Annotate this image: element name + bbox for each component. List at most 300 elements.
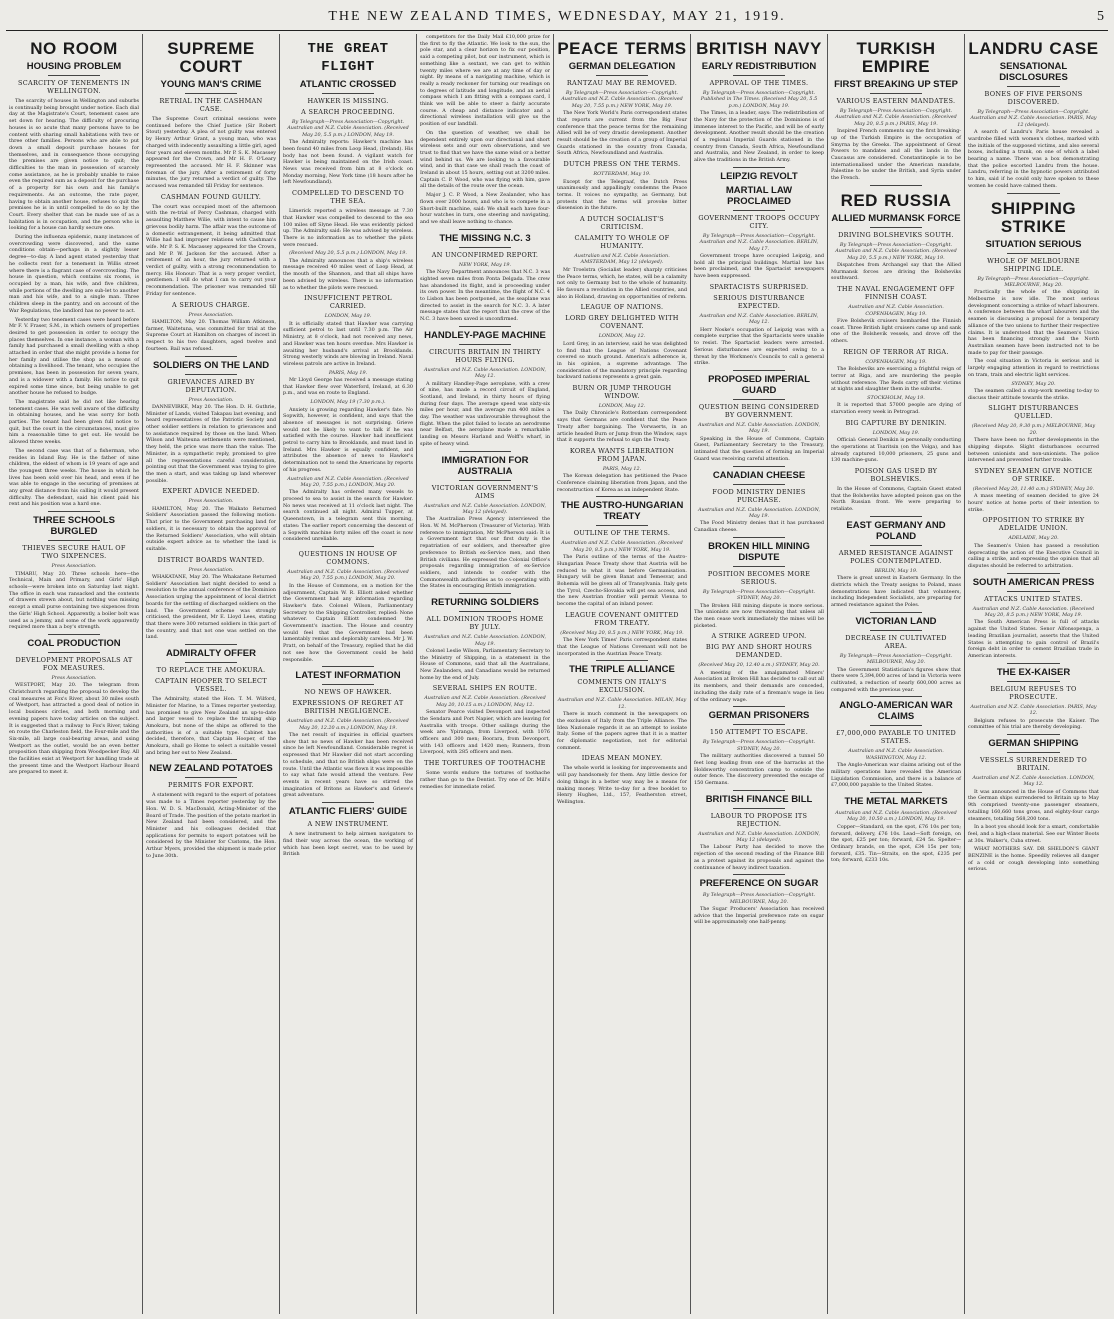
article-dateline: SYDNEY, May 20. [1011,380,1056,387]
article-subheadline: LATEST INFORMATION [295,670,401,682]
article-dateline: Australian and N.Z. Cable Association. (Received May 20, 10.50 a.m.) LONDON, May 19. [835,810,957,823]
article-subheadline: THE TRIPLE ALLIANCE [569,664,675,676]
article-body-text: Herr Noske's occupation of Leipzig was with a complete surprise that the Spartacists were unable to resist. The Spartacist leaders were arrested. Serious disturbances are expected owing to a threat by the Workmen's Councils to call a general strike. [694,326,824,367]
article-dateline: (Received May 20, 5.5 p.m.) LONDON, May 19. [289,250,407,257]
article-dateline: By Telegraph—Press Association—Copyright. SYDNEY, May 20. [702,588,816,602]
article-dateline: By Telegraph—Press Association—Copyright. Australian and N.Z. Cable Association. PARIS, May 12 (delayed). [970,109,1097,128]
column-divider-rule [459,247,511,248]
column-divider-rule [870,227,922,228]
article-dateline: Press Association. [51,674,97,681]
column-divider-rule [870,630,922,631]
article-deck: DRIVING BOLSHEVIKS SOUTH. [838,230,954,239]
article-dateline: Press Association. [188,311,234,318]
article-deck: VICTORIAN GOVERNMENT'S AIMS [431,483,539,500]
column-divider-rule [733,370,785,371]
article-body-text: competitors for the Daily Mail £10,000 prize for the first to fly the Atlantic. We look to the sun, the pole star, and a clear horizon to fix our position, said a competing pilot, but our instrument, which is something like a sextant, we can get to within twenty miles where we are at any time of day or night. By means of a navigating machine, which is really a ready reckoner for turning our readings on to degrees of latitude and longitude, and an aerial compass which I am fitting with a compass card, I think we will be able to steer a fairly accurate course. A cheap and distance indicator and a directional wireless installation will give us the position of our landfall. [420,34,550,128]
article-subheadline: LEIPZIG REVOLT [720,170,798,182]
article-body-text: The Bolsheviks are exercising a frightful reign of terror at Riga, and are murdering the people without reference. The Reds carry off their victims at nights and slaughter them in the suburbs. [831,366,961,393]
article-subheadline: YOUNG MAN'S CRIME [160,79,262,90]
column-divider-rule [870,93,922,94]
article-dateline: Australian and N.Z. Cable Association. LONDON, May 19. [423,634,547,647]
article-body-text: The net result of inquiries in official quarters show that no news of Hawker has been received since he left Newfoundland. Considerable regret is expressed that Mr Hawker did not start according to schedule, and that no British ships were on the route. Until the Atlantic was flown it was impossible to say what fate would attend the venture. Few events in recent years have so stirred the imagination of Britons as Hawker's and Grieve's great adventure. [283,732,413,799]
article-subheadline: HOUSING PROBLEM [26,61,122,72]
article-body-text: The Paris outline of the terms of the Austro-Hungarian Peace Treaty show that Austria will be reduced to what it was before Germanisation. Hungary will be given Banat and Temesvar, and Bohemia will be given all of Transylvania. Italy gets the Tyrol, Czecho-Slovakia will get sea access, and the new Austrian frontier will permit Vienna to become the capital of an inland power. [557,554,687,608]
article-dateline: Australian and N.Z. Cable Association. WASHINGTON, May 12. [848,748,944,761]
column-divider-rule [733,874,785,875]
article-body-text: Belgium refuses to prosecute the Kaiser. The committee of his trial are thereby developing. [968,717,1099,731]
article-body-text: Government troops have occupied Leipzig, and hold all the principal buildings. Martial law has been proclaimed, and the Spartacist newspapers have been suppressed. [694,253,824,280]
article-headline: THE GREAT FLIGHT [307,41,389,75]
article-body-text: A search of Landru's Paris house revealed a wardrobe filled with women's clothes, marked with the initials of the supposed victims, and also several boxes, including a trunk, on one of which a label bearing a name. There was a box demonstrating that the police escorted Landru from the house. Landru, referring in the hypnotic powers attributed to him, said if he could only have spoken to these women he could have calmed them. [968,129,1099,189]
column-divider-rule [870,612,922,613]
article-dateline: Australian and N.Z. Cable Association. (Received May 20, 7.55 p.m.) LONDON, May 20. [287,569,409,582]
article-deck: POSITION BECOMES MORE SERIOUS. [707,569,811,586]
news-column [965,34,1102,1314]
article-deck: LEAGUE OF NATIONS. [580,303,664,312]
article-deck: QUESTIONS IN HOUSE OF COMMONS. [298,550,398,566]
column-divider-rule [733,466,785,467]
article-subheadline: EARLY REDISTRIBUTION [701,61,817,72]
column-divider-rule [596,496,648,497]
news-column [691,34,828,1314]
column-divider-rule [870,725,922,726]
article-subheadline: THE EX-KAISER [996,666,1071,678]
article-deck: CALAMITY TO WHOLE OF HUMANITY. [574,234,670,251]
column-divider-rule [733,537,785,538]
column-divider-rule [48,75,100,76]
article-deck: APPROVAL OF THE TIMES. [709,79,809,87]
article-body-text: The Labour Party has decided to move the rejection of the second reading of the Finance Bill as a protest against its proposals and against the continuance of heavy indirect taxation. [694,844,824,871]
column-divider-rule [733,566,785,567]
article-headline: TURKISH EMPIRE [856,39,936,76]
article-body-text: The Korean delegation has petitioned the Peace Conference claiming liberation from Japan, and the reconstruction of Korea as an independent State. [557,473,687,493]
article-subheadline: THE METAL MARKETS [844,796,948,808]
article-dateline: Australian and N.Z. Cable Association. LONDON, May 12 (delayed). [697,830,821,844]
article-body-text: Inspired French comments say the first breaking-up of the Turkish Empire is the occupation of Smyrna by the Greeks. The appointment of Great Powers to mandates and all the lands in the Caucasus are considered. Constantinople is to be internationalised under the American mandate, Palestine to be under the British, and Syria under the French. [831,128,961,182]
article-deck: BIG CAPTURE BY DENIKIN. [845,418,947,427]
article-body-text: The Sugar Producers' Association has received advice that the Imperial preference rate on sugar will be approximately one half-penny. [694,906,824,926]
article-dateline: Australian and N.Z. Cable Association. (Received May 20, 8.5 p.m.) NEW YORK, May 19. [561,540,683,553]
article-subheadline: RETURNING SOLDIERS [431,597,539,609]
article-deck: CIRCUITS BRITAIN IN THIRTY HOURS FLYING. [429,347,541,364]
column-divider-rule [1007,573,1059,574]
news-column [6,34,143,1314]
column-divider-rule [459,480,511,481]
article-subheadline: SOUTH AMERICAN PRESS [972,576,1095,588]
article-body-text: On the question of weather, we shall be dependent entirely upon our directional and short wireless sets and our own observations, and we trust to find that we have the same wind or a better wind behind us. We are looking to a favourable wind, and in that case we shall reach the coast of Ireland in about 15 hours, setting out at 3200 miles. Captain C. P. Wood, who was flying with him, gave all the details of the route over the ocean. [420,129,550,190]
article-subheadline: NEW ZEALAND POTATOES [149,763,273,775]
article-dateline: By Telegraph—Press Association—Copyright. Australian and N.Z. Cable Association. (Received May 20, 5.5 p.m.) LONDON, May 19. [287,119,409,138]
article-body-text: The seamen called a stop-work meeting to-day to discuss their attitude towards the strike. [968,387,1099,401]
article-subheadline: SITUATION SERIOUS [985,238,1082,250]
article-body-text: Some words endure the tortures of toothache rather than go to the Dentist. Try one of Dr. Mill's remedies for immediate relief. [420,770,550,790]
article-deck: RETRIAL IN THE CASHMAN CASE. [159,97,263,113]
article-dateline: COPENHAGEN, May 19. [865,358,927,365]
article-dateline: LONDON, May 19. [324,313,372,320]
article-body-text: In the House of Commons, on a motion for the adjournment, Captain W. R. Elliott asked whether the Government had any information regarding Hawker's fate. Colonel Wilson, Parliamentary Secretary to the Shipping Controller, replied: None whatever. Captain Elliott condemned the Government's inaction. The House and country would feel that the Government had been lamentably remiss and deplorably careless. Mr J. W. Pratt, on behalf of the Treasury, replied that he did not see how the Government could be held responsible. [283,582,413,663]
article-subheadline: ATLANTIC FLIERS' GUIDE [288,806,408,818]
article-dateline: LONDON, May 19 (7.30 p.m.). [310,399,386,406]
article-dateline: LONDON, May 12. [598,403,646,410]
article-subheadline: ATLANTIC CROSSED [299,79,397,90]
article-dateline: By Telegraph—Press Association—Copyright. Australian and N.Z. Cable Association. (Received May 20, 8.5 p.m.) PARIS, May 19. [835,108,957,127]
article-body-text: The Admiralty, stated the Hon. T. M. Wilford, Minister for Marine, to a Times reporter yesterday, has promised to give New Zealand an up-to-date and larger vessel to replace the training ship Amokura, but none of the ships as offered to the authorities is of a suitable type. Cabinet has decided, therefore, that Captain Hooper, of the Amokura, shall go Home to select a suitable vessel and bring her out to New Zealand. [146,696,276,756]
article-body-text: The court was occupied most of the afternoon with the re-trial of Percy Cashman, charged with assaulting Matthew Wilie, with intent to cause him grievous bodily harm. The affair was the outcome of a domestic estrangement, it being admitted that Willie had had improper relations with Cashman's wife. Mr P. S. K. Macassey appeared for the Crown, and Mr P. W. Jackson for the accused. After a retirement of an hour, the jury returned with a verdict of guilty, with a strong recommendation to mercy. His Honour: That is a very proper verdict, gentlemen. I will do what I can to carry out your recommendation. The prisoner was remanded till Friday for sentence. [146,203,276,297]
article-deck: A NEW INSTRUMENT. [307,820,389,829]
article-deck: EXPERT ADVICE NEEDED. [162,487,260,496]
article-deck: ATTACKS UNITED STATES. [984,594,1083,603]
article-dateline: PARIS, May 12. [602,465,642,472]
article-subheadline: MARTIAL LAW PROCLAIMED [725,184,793,207]
article-deck: OPPOSITION TO STRIKE BY ADELAIDE UNION. [982,516,1085,533]
article-body-text: It was announced in the House of Commons that the German ships surrendered to Britain up to May 9th comprised twenty-one passenger steamers, totalling 160,660 tons gross, and eighty-four cargo steamers, totalling 568,200 tons. [968,788,1099,822]
article-subheadline: ALLIED MURMANSK FORCE [831,212,961,224]
article-dateline: Australian and N.Z. Cable Association. (Received May 20, 10.15 a.m.) LONDON, May 12. [424,695,546,708]
article-deck: WHOLE OF MELBOURNE SHIPPING IDLE. [987,256,1080,273]
article-dateline: By Telegraph—Press Association—Copyright. MELBOURNE, May 20. [702,892,816,905]
column-divider-rule [459,451,511,452]
article-headline: SHIPPING STRIKE [990,198,1077,236]
article-subheadline: ADMIRALTY OFFER [166,648,256,660]
article-dateline: Australian and N.Z. Cable Association. MILAN, May 12. [557,697,687,710]
column-divider-rule [733,484,785,485]
column-divider-rule [870,516,922,517]
article-subheadline: GERMAN SHIPPING [988,737,1079,749]
masthead [6,4,1108,31]
article-dateline: Press Association. [188,396,234,403]
article-deck: ALL DOMINION TROOPS HOME BY JULY. [426,615,544,632]
column-divider-rule [733,75,785,76]
article-deck: GOVERNMENT TROOPS OCCUPY CITY. [698,213,820,230]
article-body-text: A military Handley-Page aeroplane, with a crew of nine, has made a record circuit of England, Scotland, and Ireland, in thirty hours of flying during four days. The average speed was sixty-six miles per hour, and the average run 400 miles a day. The weather was unfavourable throughout the flight. When the pilot failed to locate an aerodrome near Belfast, the aeroplane made a remarkable landing on Messrs Harland and Wolff's wharf, in spite of heavy wind. [420,380,550,447]
article-dateline: Australian and N.Z. Cable Association. LONDON, May 19. [697,421,821,435]
article-subheadline: THREE SCHOOLS BURGLED [33,515,115,538]
article-deck: SCARCITY OF TENEMENTS IN WELLINGTON. [17,79,131,95]
article-headline: RED RUSSIA [840,190,952,210]
article-deck: SERIOUS DISTURBANCE EXPECTED. [713,293,805,310]
article-deck: GRIEVANCES AIRED BY DEPUTATION. [167,377,255,394]
article-dateline: STOCKHOLM, May 19. [867,395,925,402]
article-subheadline: GERMAN PRISONERS [708,710,810,722]
article-dateline: (Received May 20, 8.5 p.m.) NEW YORK, May 19. [560,629,684,636]
column-divider-rule [322,546,374,547]
masthead-title: THE NEW ZEALAND TIMES, WEDNESDAY, MAY 21, 1919. [328,9,786,24]
column-divider-rule [322,684,374,685]
article-body-text: HAMILTON, May 20. The Waikato Returned Soldiers' Association passed the following motion: That prior to the Government purchasing land for soldiers, it is necessary to obtain the approval of the Returned Soldiers' Association, who will obtain outside expert advice as to whether the land is suitable. [146,505,276,552]
column-divider-rule [1007,752,1059,753]
article-dateline: LONDON, May 19. [872,429,920,436]
article-body-text: WHAT MOTHERS SAY. DR SHELDON'S GIANT BENZINE is the home. Speedily relieves all danger of a cold or cough developing into something serious. [968,846,1099,873]
article-dateline: By Telegraph—Press Association—Copyright. MELBOURNE, May 20. [977,275,1090,288]
article-body-text: A meeting of the amalgamated Miners' Association at Broken Hill has decided to call out all its members, and their demands are conceded, including the daily rate of a fireman's wage in lieu of the ordinary wage. [694,669,824,703]
article-body-text: There is great unrest in Eastern Germany. In the districts which the Treaty assigns to Poland, mass demonstrations have indicated that volunteers, including Independent Socialists, are preparing for armed resistance against the Poles. [831,575,961,609]
article-deck: VARIOUS EASTERN MANDATES. [836,97,956,105]
article-deck: BONES OF FIVE PERSONS DISCOVERED. [984,90,1083,106]
column-divider-rule [733,399,785,400]
article-dateline: (Received May 20, 12.40 a.m.) SYDNEY, May 20. [698,662,820,669]
article-deck: FOOD MINISTRY DENIES PURCHASE. [712,487,806,504]
article-body-text: Five Bolshevik cruisers bombarded the Finnish coast. Three British light cruisers came up and sank one of the Bolshevik vessels, and drove off the others. [831,317,961,345]
article-body-text: WESTPORT, May 20. The telegram from Christchurch regarding the proposal to develop the coal measures at Fox's River, about 30 miles south of Westport, has attracted a good deal of notice in local business circles, and both morning and evening papers have today articles on the subject. It is suggested that a railway to Fox's River, taking en route the Charleston field, the Four-mile and the Six-mile, all large coal-bearing areas, and using Westport as the outlet, would be an even better proposition than shipping from Woodpecker Bay. All the facilities exist at Westport for handling trade at the present time and the Westport Harbour Board are prepared to meet it. [9,682,139,776]
article-dateline: Press Association. [51,563,97,570]
article-deck: IDEAS MEAN MONEY. [581,754,663,763]
article-dateline: Australian and N.Z. Cable Association. LONDON, May 12 (delayed). [423,502,547,515]
article-deck: REIGN OF TERROR AT RIGA. [843,347,949,356]
article-body-text: The Admiralty announces that a ship's wireless message received 40 miles west of Loop Head, at the mouth of the Shannon, and that all ships have been advised by wireless. There is no information as to whether the pilots were rescued. [283,257,413,291]
column-divider-rule [48,652,100,653]
article-dateline: (Received May 20, 11.40 a.m.) SYDNEY, May 20. [972,485,1095,492]
article-dateline: By Telegraph—Press Association—Copyright. Australian and N.Z. Cable Association. BERLIN, May 17. [699,232,819,252]
article-deck: A SEARCH PROCEEDING. [301,108,395,116]
article-subheadline: HANDLEY-PAGE MACHINE [424,329,546,341]
article-dateline: By Telegraph—Press Association—Copyright. Australian and N.Z. Cable Association. (Received May 20, 7.55 p.m.) NEW YORK, May 19. [561,90,683,109]
column-divider-rule [459,344,511,345]
article-deck: THE TORTURES OF TOOTHACHE [424,759,546,768]
column-divider-rule [459,611,511,612]
article-subheadline: EAST GERMANY AND POLAND [846,519,946,542]
column-divider-rule [1007,591,1059,592]
column-divider-rule [733,724,785,725]
column-divider-rule [596,525,648,526]
column-divider-rule [870,792,922,793]
page-number: 5 [1097,9,1104,24]
news-column [417,34,554,1314]
column-divider-rule [322,802,374,803]
column-divider-rule [1007,253,1059,254]
column-divider-rule [48,634,100,635]
article-deck: KOREA WANTS LIBERATION FROM JAPAN. [569,446,675,463]
article-dateline: ADELAIDE, May 20. [1008,535,1059,542]
article-body-text: It is officially stated that Hawker was carrying sufficient petrol to last until 7.30 p.m. The Air Ministry, at 8 o'clock, had not received any news, and Hawker was ten hours overdue. Mrs Hawker is awaiting her husband's arrival at Brooklands. Strong westerly winds are blowing in Ireland. Naval wireless patrols are active in Ireland. [283,320,413,367]
article-dateline: Australian and N.Z. Cable Association. BERLIN, May 12. [699,312,819,326]
column-divider-rule [1007,193,1059,194]
column-divider-rule [870,545,922,546]
article-deck: DEVELOPMENT PROPOSALS AT FOX MEASURES. [15,655,133,672]
article-body-text: Senator Pearce visited Devonport and inspected the Sendara and Port Napier, which are leaving for Australia with troops. Other sailings during the week are: Ypiranga, from Liverpool, with 1076 officers and 300 men; Boorara, from Devonport, with 143 officers and 1420 men; Runnera, from Liverpool, with 285 officers and men. [420,709,550,756]
article-deck: THE NAVAL ENGAGEMENT OFF FINNISH COAST. [837,285,955,302]
article-body-text: HAMILTON, May 20. Thomas William Atkinson, farmer, Waitetuna, was committed for trial at the Supreme Court at Hamilton on charges of incest in respect to his two daughters, aged twelve and fourteen. Bail was refused. [146,318,276,352]
article-dateline: Press Association. [188,498,234,505]
article-headline: LANDRU CASE [968,39,1099,58]
article-body-text: The second case was that of a fisherman, who resides in Island Bay. He is the father of nine children, the eldest of whom is 19 years of age and the youngest three weeks. The house in which he lives has been sold over his head, and even if he was able to engage in the securing of premises at any great distance from his calling it would present difficulty. The defendant, said his client paid his rent and his position was a hard one. [9,447,139,508]
article-subheadline: PROPOSED IMPERIAL GUARD [708,373,810,396]
article-body-text: The scarcity of houses in Wellington and suburbs is continually being brought under notice. Each dial day at the Magistrate's Court, tenement cases are set down for hearing. The difficulty of procuring houses is so acute that many persons have to be content with sharing small habitations with two or three other families. Persons who are able to put down a small deposit purchase houses for themselves, and in consequence those occupying the premises are given notice to quit; the difficulties to the man in possession of scarcely come assistance, as he is probably unable to raise even the required sum as a deposit for the purchase of a property for his own and his family's requirements. As an outcome, the rate payer, having to obtain another house, refuses to quit the premises he is in until compelled to do so by the Court. Every shelter that can be made use of as a habitation is in occupation, and the person who is looking for a house can hardly secure one. [9,98,139,232]
article-deck: BURN OR JUMP THROUGH WINDOW. [572,384,672,401]
article-body-text: The Supreme Court criminal sessions were continued before the Chief Justice (Sir Robert Stout) yesterday. A plea of not guilty was entered by Henry Arthur Grant, a young man, who was charged with indecently assaulting a little girl, aged four years and eleven months. Mr P. S. K. Macassey appeared for the Crown, and Mr H. F. O'Leary represented the accused. Mr H. F. Skinner was foreman of the jury. After a retirement of forty minutes, the jury returned a verdict of guilty. The accused was remanded till Friday for sentence. [146,116,276,190]
column-divider-rule [1007,681,1059,682]
column-divider-rule [733,706,785,707]
article-deck: NO NEWS OF HAWKER. [304,688,392,697]
article-dateline: Australian and N.Z. Cable Association. LONDON, May 12. [972,774,1095,788]
article-body-text: The South American Press is full of attacks against the United States. Senor Alfonsopenga, a leading Brazilian journalist, asserts that the United States is attempting to gain control of Brazil's foreign debt in order to cement Brazilian trade in American interests. [968,619,1099,659]
article-deck: LORD GREY DELIGHTED WITH COVENANT. [565,314,679,331]
article-body-text: The Admiralty has ordered many vessels to proceed to sea to assist in the search for Hawker. No news was received at 11 o'clock last night. The search continued all night. Admiral Tupper, at Queenstown, in a telegram sent this morning, states: The earlier report concerning the descent of a Sopwith machine forty miles off the coast is now considered unreliable. [283,489,413,543]
article-subheadline: FIRST BREAKING UP STEP [834,79,958,90]
article-body-text: The New York Times' Paris correspondent states that the League of Nations Covenant will not be incorporated in the Austrian Peace Treaty. [557,637,687,657]
article-body-text: The Seamen's Union has passed a resolution deprecating the action of the Executive Council in calling a strike, and expressing the opinion that all disputes should be referred to arbitration. [968,542,1099,569]
article-dateline: (Received May 20, 9.30 p.m.) MELBOURNE, May 20. [971,423,1096,436]
article-body-text: Practically the whole of the shipping in Melbourne is now idle. The most serious development concerning a strike of wharf labourers. A conference between the wharf labourers and the seamen is discussing a proposal for a temporary alliance of the two unions to further their respective claims. It is understood that the Seamen's Union has been financing strongly and the North Australian seamen have been instructed not to be made to pay for their passage. [968,289,1099,356]
column-divider-rule [48,540,100,541]
article-subheadline: BROKEN HILL MINING DISPUTE [708,540,810,563]
article-body-text: A mass meeting of seamen decided to give 24 hours' notice at home ports of their intention to strike. [968,493,1099,513]
column-divider-rule [1007,734,1059,735]
column-divider-rule [596,660,648,661]
article-dateline: NEW YORK, May 19. [458,261,512,268]
article-dateline: Australian and N.Z. Cable Association. (Received May 20, 12.20 a.m.) LONDON, May 19. [287,718,409,731]
article-body-text: Lord Grey, in an interview, said he was delighted to find that the League of Nations Covenant covered so much ground. America's adherence is, in his opinion, a supreme advantage. The consideration of the mandatory principle regarding backward nations represents a great gain. [557,340,687,381]
article-dateline: By Telegraph—Press Association—Copyright. Australian and N.Z. Cable Association. (Received May 20, 5.5 p.m.) NEW YORK, May 19. [835,241,957,261]
article-body-text: During the influenza epidemic, many instances of overcrowding were discovered, and the same conditions obtain—perhaps in a slightly lesser degree—to-day. A land agent stated yesterday that he collects rent for a tenement in Willis street where there is a flagrant case of overcrowding. The house in question, which contains six rooms, is occupied by a man, his wife, and five children, while portions of the dwelling are sub-let to another man and his wife, and to a single man. Three children sleep in the pantry, and on account of the War Regulations, the landlord has no power to act. [9,234,139,314]
article-subheadline: THE AUSTRO-HUNGARIAN TREATY [560,500,684,523]
article-body-text: The Anglo-American war claims arising out of the military operations have revealed the American Liquidation Commission, and there is a balance of £7,000,000 payable to the United States. [831,762,961,789]
article-deck: AN UNCONFIRMED REPORT. [431,250,539,259]
article-subheadline: COAL PRODUCTION [27,637,121,649]
article-dateline: BERLIN, May 19. [874,567,918,574]
article-deck: POISON GAS USED BY BOLSHEVIKS. [854,467,938,484]
article-body-text: Anxiety is growing regarding Hawker's fate. No Sopwith, however, is confident, and says that the absence of messages is not surprising. Grieve would not be likely to want to talk if he was satisfied with the course. Hawker had insufficient petrol to carry him to Brooklands, and must land in Ireland. Mrs Hawker is equally confident, and attributes the absence of news to Hawker's determination not to send the Americans by reports of his progress. [283,406,413,473]
article-deck: SPARTACISTS SURPRISED. [709,282,809,291]
article-dateline: Australian and N.Z. Cable Association. COPENHAGEN, May 19. [848,304,944,317]
article-body-text: Mr Troelstra (Socialist leader) sharply criticises the Peace terms, which, he states, will be a calamity not only to Germany but to the whole of humanity. He favours a revolution in the Allied countries, and also in Holland, drawing on opportunities of reform. [557,266,688,300]
article-dateline: PARIS, May 19. [328,369,368,376]
article-deck: SEVERAL SHIPS EN ROUTE. [432,684,538,693]
article-subheadline: ANGLO-AMERICAN WAR CLAIMS [839,700,953,723]
article-body-text: In the House of Commons, Captain Guest stated that the Bolsheviks have adopted poison gas on the North Russian front. We were preparing to retaliate. [831,486,961,513]
article-body-text: Major J. C. P. Wood, a New Zealander, who has flown over 2000 hours, and who is to compete in a Short-built machine, said: We shall each have four-hour watches in turn, one steering and navigating, and we shall leave nothing to chance. [420,192,550,225]
article-subheadline: SOLDIERS ON THE LAND [152,359,270,371]
article-body-text: There have been no further developments in the shipping dispute. Slight disturbances occurred between unionists and non-unionists. The police intervened and prevented further trouble. [968,437,1099,464]
article-deck: 150 ATTEMPT TO ESCAPE. [709,728,809,737]
article-subheadline: VICTORIAN LAND [855,615,937,627]
article-body-text: Yesterday two tenement cases were heard before Mr F. V. Fraser, S.M., in which owners of properties desired to get possession in order to occupy the places themselves. In one instance, a woman with a family had purchased a small dwelling with a shop attached in order that she might provide a home for her family and utilise the shop as a means of obtaining a livelihood. The tenant, who occupies the premises, has been in possession for seven years, and is a widower with a family. His notice to quit expired some time since, but being unable to get another house he refused to budge. [9,316,139,397]
article-deck: CASHMAN FOUND GUILTY. [160,192,262,201]
column-divider-rule [733,790,785,791]
columns-container [6,34,1108,1314]
article-subheadline: GERMAN DELEGATION [568,61,676,72]
article-dateline: Press Association. [188,566,234,573]
column-divider-rule [322,666,374,667]
article-body-text: TIMARU, May 20. Three schools here—the Technical, Main and Primary, and Girls' High schools—were broken into on Saturday last night. The office in each was ransacked and the contents of drawers strewn about, but nothing was missing except a small purse containing two sixpences from the Girls' High School. Apparently, a boiler bolt was used as a jemmy, and some of the work apparently required more than a boy's strength. [9,570,139,631]
article-deck: A SERIOUS CHARGE. [171,300,251,309]
article-deck: ARMED RESISTANCE AGAINST POLES CONTEMPLATED. [838,548,954,565]
article-body-text: The Admiralty reports: Hawker's machine has been found 40 miles from Loop Head, (Ireland). His body has not been found. A vigilant watch for Hawker is being maintained on the Irish coast. News was received from him at 8 o'clock on Monday morning, New York time (18 hours after he left Newfoundland). [283,139,413,186]
article-deck: THIEVES SECURE HAUL OF TWO SIXPENCES. [22,544,126,561]
article-deck: CAPTAIN HOOPER TO SELECT VESSEL. [155,677,267,694]
article-deck: VESSELS SURRENDERED TO BRITAIN. [979,755,1088,772]
article-body-text: It is reported that 57000 people are dying of starvation every week in Petrograd. [831,402,961,416]
article-deck: RANTZAU MAY BE REMOVED. [566,79,678,87]
column-divider-rule [185,777,237,778]
article-body-text: Colonel Leslie Wilson, Parliamentary Secretary to the Ministry of Shipping, in a statement in the House of Commons, said that all the Australians, New Zealanders, and Canadians would be returned home by the end of July. [420,647,550,681]
article-body-text: The Food Ministry denies that it has purchased Canadian cheese. [694,520,824,534]
article-dateline: Australian and N.Z. Cable Association. PARIS, May 12. [970,703,1097,717]
article-dateline: LONDON, May 12. [598,333,646,340]
article-deck: INSUFFICIENT PETROL CARRIED. [304,294,392,311]
column-divider-rule [322,93,374,94]
column-divider-rule [870,696,922,697]
article-deck: BELGIUM REFUSES TO PROSECUTE. [990,684,1077,701]
article-body-text: Official: General Denikin is personally conducting the operations at Tsaritsin (on the Volga), and has already captured 10,000 prisoners, 25 guns and 130 machine-guns. [831,437,961,464]
news-column [280,34,417,1314]
column-divider-rule [459,593,511,594]
article-body-text: Except for the Telegraaf, the Dutch Press unanimously and appallingly condemns the Peace terms. It voices no sympathy, as Germany, but protests that the terms will provoke bitter dissension in the future. [557,178,687,212]
article-deck: A DUTCH SOCIALIST'S CRITICISM. [579,215,665,232]
article-deck: EXPRESSIONS OF REGRET AT BRITISH NEGLIGENCE. [292,699,404,716]
article-body-text: DANNEVIRKE, May 20. The Hon. D. H. Guthrie, Minister of Lands, visited Takapau last evening, and heard representatives of the Patriotic Society and other soldier settlers in relation to grievances and to assistance required by those on the land. When Wilson and Waiteuna settlements were mentioned, they held, the price was more than the value. The Minister, in a sympathetic reply, promised to give all the representations careful consideration, pointing out that the Government was trying to give the men a start, and was taking up land wherever possible. [146,403,276,484]
column-divider-rule [733,210,785,211]
column-divider-rule [733,808,785,809]
article-subheadline: BRITISH FINANCE BILL [705,793,813,805]
article-deck: £7,000,000 PAYABLE TO UNITED STATES. [835,729,957,746]
article-body-text: The Navy Department announces that N.C. 3 was sighted seven miles from Ponta Delgada. The crew has abandoned its flight, and is proceeding under its own power. In the meantime, the flight of N.C. 4 to Lisbon has been postponed, as the seaplane was directed to assist in the search for N.C. 3. A later message states that the report that the crew of the N.C. 3 have been saved is unconfirmed. [420,269,550,323]
article-body-text: WHAKATANE, May 20. The Whakatane Returned Soldiers' Association last night decided to send a resolution to the annual conference of the Dominion Association urging the appointment of local district boards for the settling of discharged soldiers on the land. The Government scheme was strongly criticised, the president, Mr E. Lloyd Lees, stating that there were 300 returned soldiers in this part of the country, and that not one was settled on the land. [146,574,276,641]
article-subheadline: IMMIGRATION FOR AUSTRALIA [441,454,529,477]
article-deck: LEAGUE COVENANT OMITTED FROM TREATY. [565,610,679,627]
column-divider-rule [459,229,511,230]
article-body-text: A statement with regard to the export of potatoes was made to a Times reporter yesterday by the Hon. W. D. S. MacDonald, Acting-Minister of the Board of Trade. The position of the potato market in New Zealand had been considered, and the Minister and his colleagues decided that applications for permits to export potatoes will be considered by the Minister for Customs, the Hon. Arthur Myers, provided the shipment is made prior to June 30th. [146,792,276,859]
article-headline: BRITISH NAVY [696,39,822,58]
column-divider-rule [459,326,511,327]
column-divider-rule [185,374,237,375]
news-column [143,34,280,1314]
article-deck: SLIGHT DISTURBANCES QUELLED. [988,404,1079,421]
article-body-text: Dispatches from Archangel say that the Allied Murmansk forces are driving the Bolsheviks southward. [831,262,961,282]
article-body-text: The military authorities discovered a tunnel 50 feet long leading from one of the barracks at the Holdsworthy concentration camp to outside the outer fence. The discovery prevented the escape of 150 Germans. [694,753,824,786]
article-deck: LABOUR TO PROPOSE ITS REJECTION. [710,811,808,828]
article-deck: OUTLINE OF THE TERMS. [573,529,671,538]
column-divider-rule [48,511,100,512]
column-divider-rule [185,759,237,760]
article-deck: SYDNEY SEAMEN GIVE NOTICE OF STRIKE. [974,466,1093,483]
article-dateline: Australian and N.Z. Cable Association. (Received May 20, 8.5 p.m.) NEW YORK, May 19. [972,605,1095,619]
article-dateline: Australian and N.Z. Cable Association. LONDON, May 12. [423,366,547,380]
column-divider-rule [596,75,648,76]
article-body-text: The Daily Chronicle's Rotterdam correspondent says that Germans are confident that the Peace Treaty after bargaining. The Vorwaerts, in an article headed Burn or Jump from the Window, says that it supports the refusal to sign the Treaty. [557,410,687,444]
article-body-text: Mr Lloyd George has received a message stating that Hawker flew over Waterford, Ireland, at 6.30 p.m., and was en route to England. [283,377,413,397]
news-column [828,34,965,1314]
article-headline: SUPREME COURT [167,39,255,76]
article-deck: QUESTION BEING CONSIDERED BY GOVERNMENT. [698,402,820,419]
article-deck: TO REPLACE THE AMOKURA. [156,666,266,675]
article-deck: COMPELLED TO DESCEND TO THE SEA. [291,189,405,206]
column-divider-rule [185,93,237,94]
news-column [554,34,691,1314]
article-deck: BIG PAY AND SHORT HOURS DEMANDED. [705,643,813,660]
article-headline: PEACE TERMS [557,39,687,58]
article-deck: DUTCH PRESS ON THE TERMS. [563,160,681,169]
column-divider-rule [733,167,785,168]
column-divider-rule [185,644,237,645]
article-subheadline: SENSATIONAL DISCLOSURES [999,61,1068,83]
article-body-text: The Times, in a leader, says: The redistribution of the Navy for the protection of the Dominions is of immense interest to the Pacific, and will be of early development. Another result should be the creation of a regional Imperial Guards stationed in the country from Canada, South Africa, Newfoundland and Australia, and New Zealand, in order to keep alive the traditions in the British Army. [694,110,824,164]
column-divider-rule [185,356,237,357]
article-dateline: By Telegraph—Press Association—Copyright. SYDNEY, May 20. [702,739,816,752]
article-dateline: By Telegraph—Press Association—Copyright. Published in The Times. (Received May 20, 5.5 p.m.) LONDON, May 19. [700,90,818,109]
article-deck: A STRIKE AGREED UPON. [711,632,807,641]
column-divider-rule [1007,86,1059,87]
article-body-text: Copper—Standard, on the spot, £76 10s per ton; forward, delivery, £76 10s. Lead—Soft foreign, on the spot, £25 per ton; forward, £24 5s. Spelter—Ordinary brands, on the spot, £34 15s per ton; forward, £35. Tin—Straits, on the spot, £235 per ton; forward, £233 10s. [831,823,961,864]
article-dateline: By Telegraph—Press Association—Copyright. MELBOURNE, May 20. [839,652,953,666]
article-dateline: ROTTERDAM, May 19. [593,171,651,178]
article-body-text: There is much comment in the newspapers on the exclusion of Italy from the Triple Alliance. The Idea Nazionale regards it as an attempt to isolate Italy. Some of the papers agree that it is a matter for diplomatic negotiation, not for editorial comment. [557,711,687,751]
article-body-text: The magistrate said he did not like hearing tenement cases. He was well aware of the difficulty in obtaining houses, and he was sorry for both parties. The tenant had been given full notice to quit, but the court in the circumstances, must give him a reasonable time to get out. He would be allowed three weeks. [9,398,139,446]
article-deck: PERMITS FOR EXPORT. [168,781,254,790]
column-divider-rule [870,185,922,186]
article-dateline: Australian and N.Z. Cable Association. LONDON, May 19. [697,506,821,519]
article-deck: COMMENTS ON ITALY'S EXCLUSION. [577,678,667,695]
article-body-text: The Broken Hill mining dispute is more serious. The unionists are now threatening that unless all the men cease work immediately the mines will be picketed. [694,602,824,629]
